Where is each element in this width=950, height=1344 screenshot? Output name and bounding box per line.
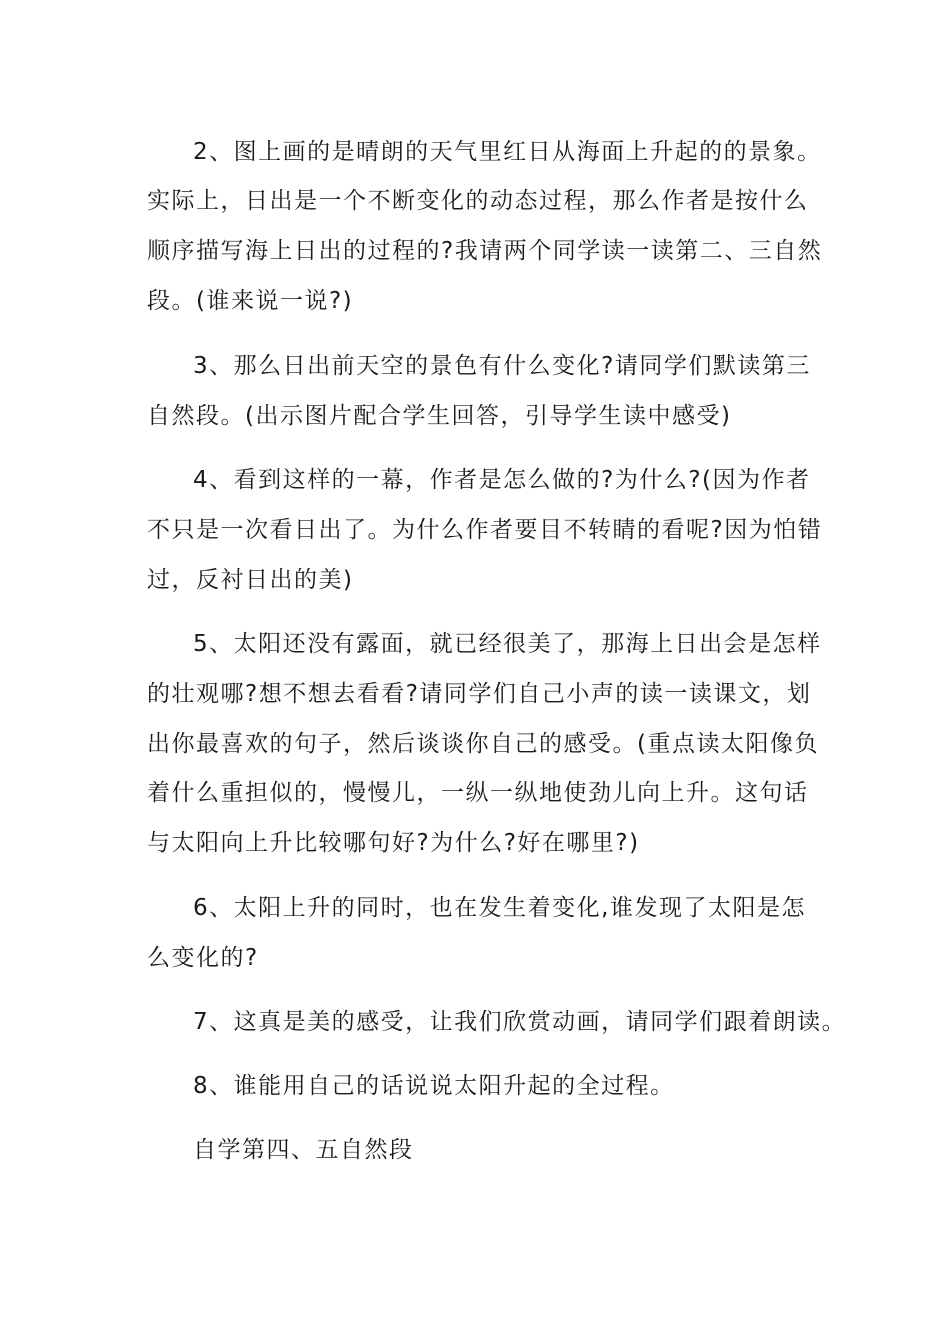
paragraph-5-line-3: 出你最喜欢的句子，然后谈谈你自己的感受。(重点读太阳像负 (147, 731, 819, 757)
paragraph-8-line-1: 8、谁能用自己的话说说太阳升起的全过程。 (193, 1073, 675, 1099)
paragraph-2-line-1: 2、图上画的是晴朗的天气里红日从海面上升起的的景象。 (193, 139, 822, 165)
paragraph-4-line-2: 不只是一次看日出了。为什么作者要目不转睛的看呢?因为怕错 (147, 517, 823, 543)
paragraph-5-line-2: 的壮观哪?想不想去看看?请同学们自己小声的读一读课文，划 (147, 681, 812, 707)
paragraph-5-line-4: 着什么重担似的，慢慢儿，一纵一纵地使劲儿向上升。这句话 (147, 780, 809, 806)
paragraph-3-line-2: 自然段。(出示图片配合学生回答，引导学生读中感受) (147, 403, 732, 429)
paragraph-2-line-2: 实际上，日出是一个不断变化的动态过程，那么作者是按什么 (147, 188, 809, 214)
paragraph-2-line-3: 顺序描写海上日出的过程的?我请两个同学读一读第二、三自然 (147, 238, 823, 264)
paragraph-2-line-4: 段。(谁来说一说?) (147, 288, 354, 314)
paragraph-6-line-2: 么变化的? (147, 945, 259, 971)
self-study-heading: 自学第四、五自然段 (193, 1137, 414, 1163)
paragraph-5-line-1: 5、太阳还没有露面，就已经很美了，那海上日出会是怎样 (193, 631, 822, 657)
paragraph-6-line-1: 6、太阳上升的同时，也在发生着变化,谁发现了太阳是怎 (193, 895, 806, 921)
paragraph-3-line-1: 3、那么日出前天空的景色有什么变化?请同学们默读第三 (193, 353, 811, 379)
paragraph-4-line-3: 过，反衬日出的美) (147, 567, 354, 593)
paragraph-4-line-1: 4、看到这样的一幕，作者是怎么做的?为什么?(因为作者 (193, 467, 811, 493)
paragraph-5-line-5: 与太阳向上升比较哪句好?为什么?好在哪里?) (147, 830, 640, 856)
paragraph-7-line-1: 7、这真是美的感受，让我们欣赏动画，请同学们跟着朗读。 (193, 1009, 847, 1035)
